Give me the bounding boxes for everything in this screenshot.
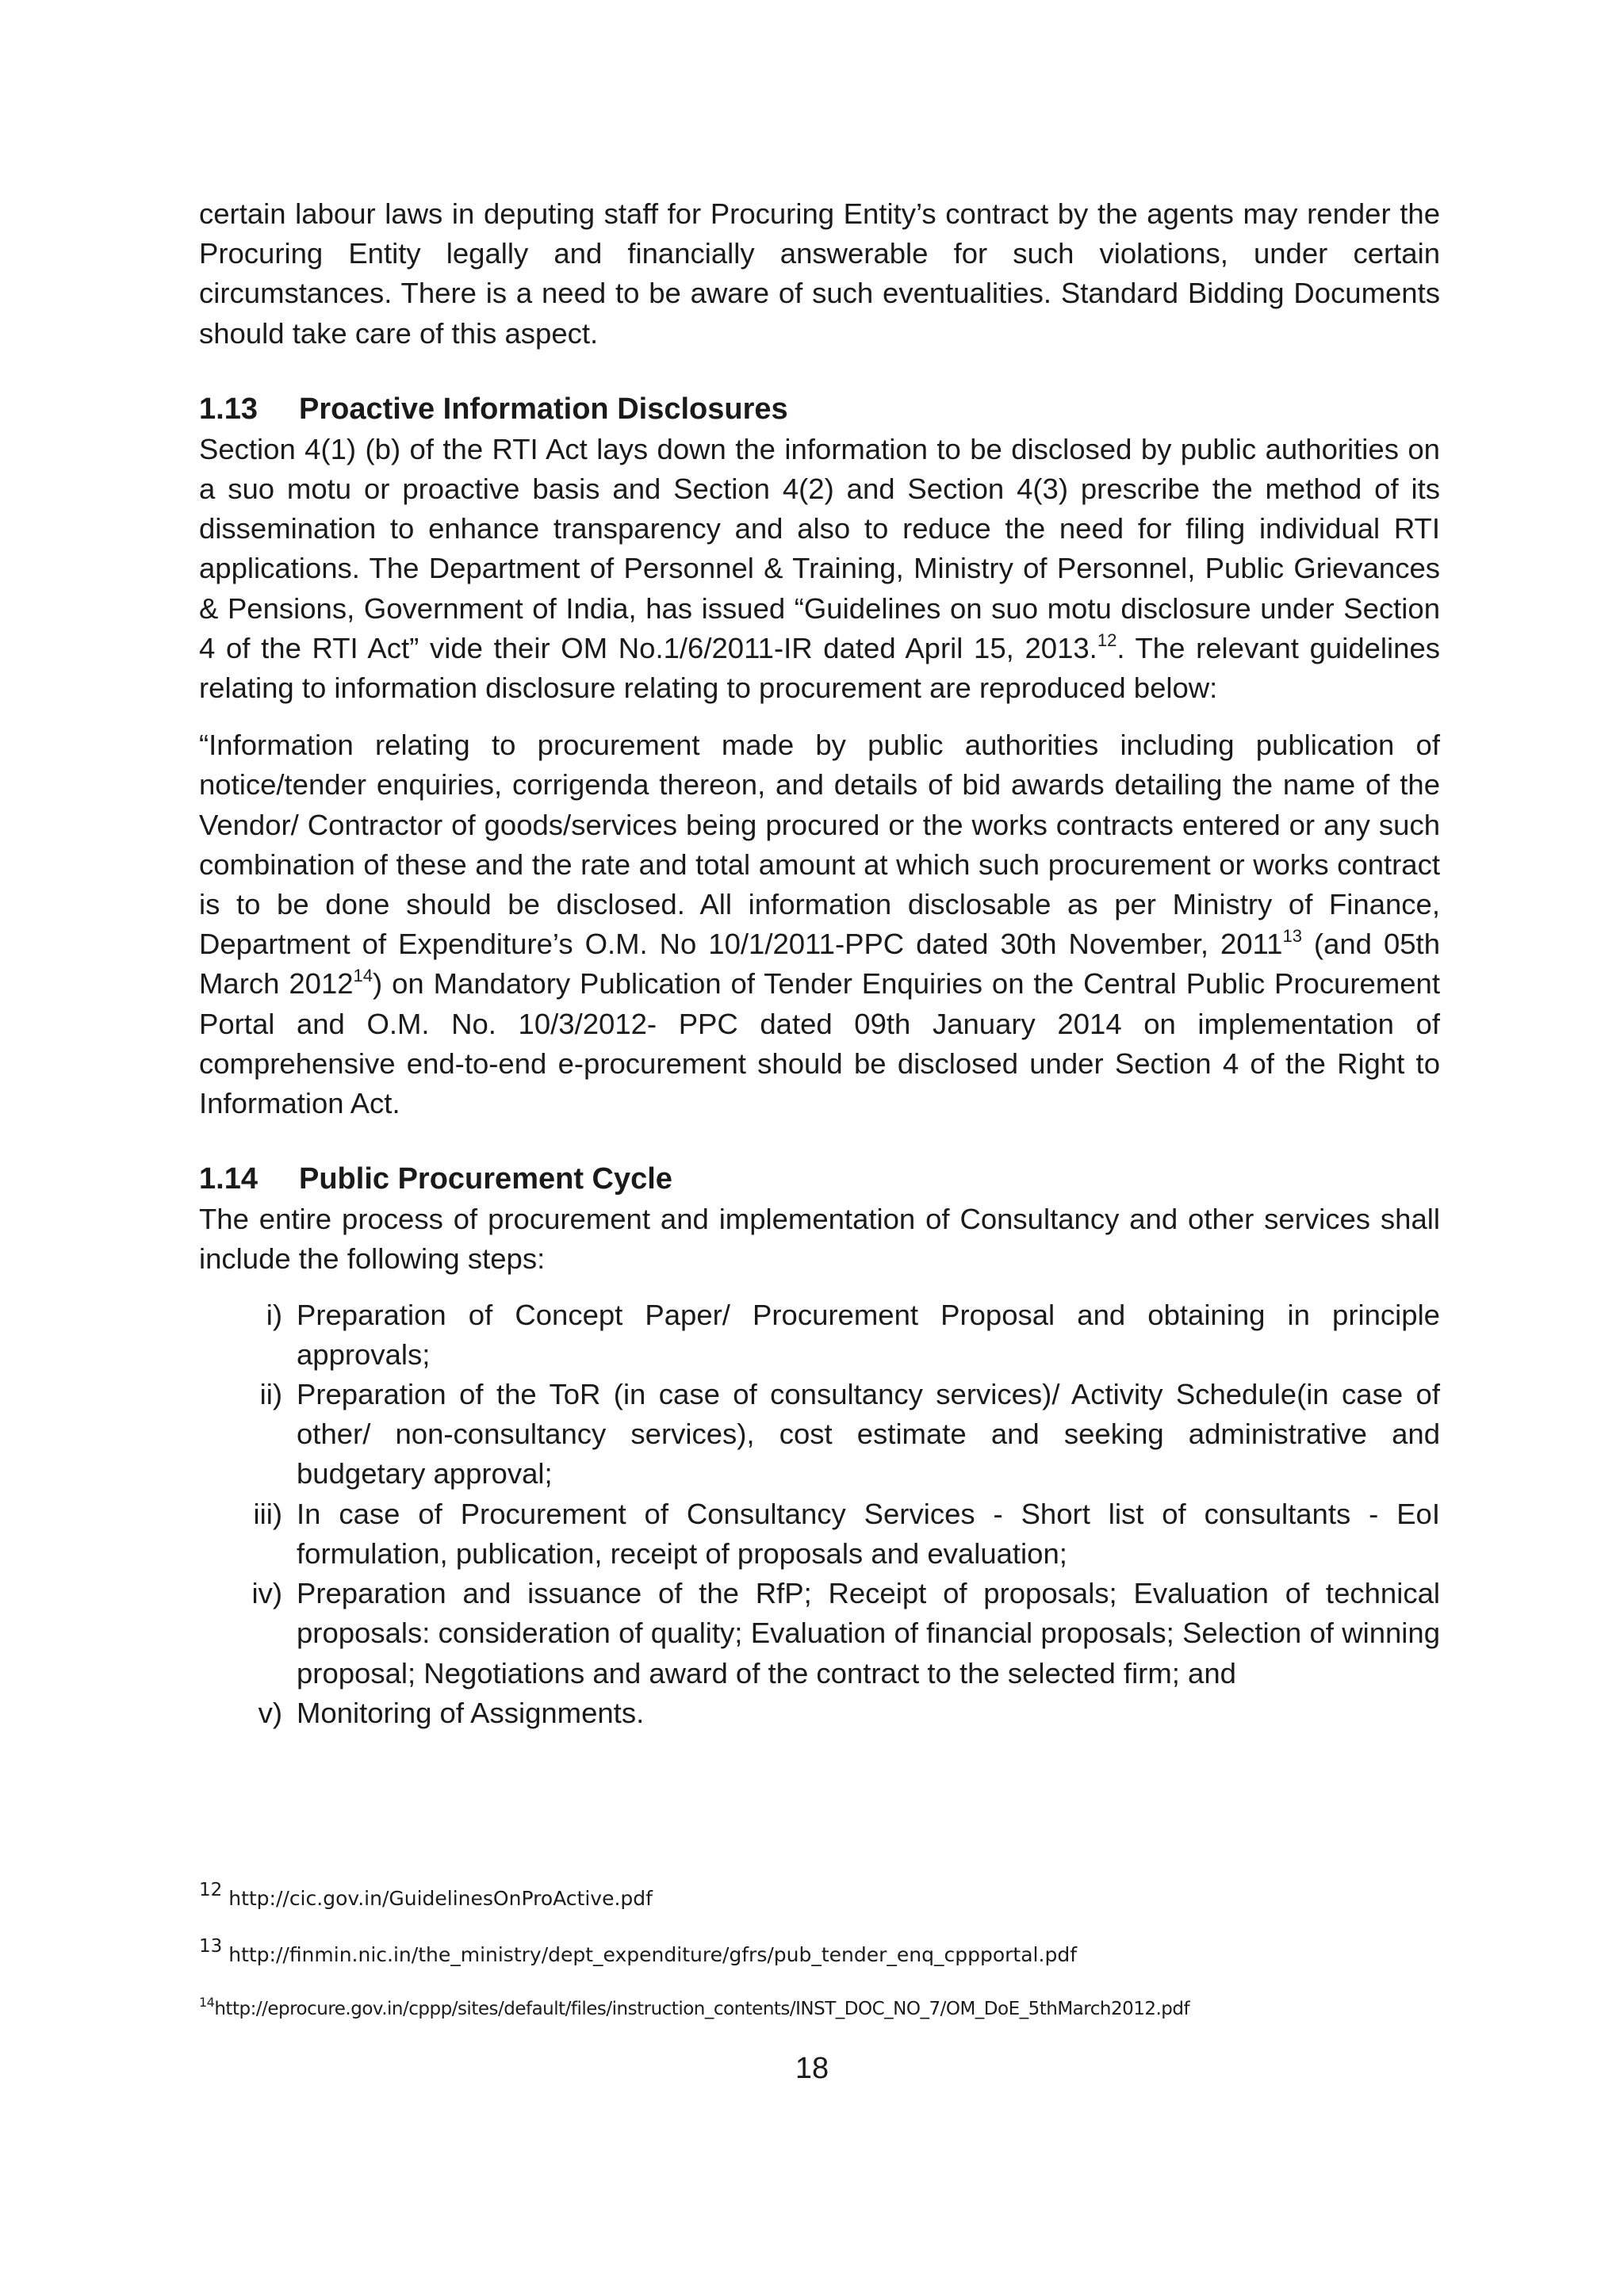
quote-text-part-1: “Information relating to procurement made by public authorities including publication of notice/tender enquiries, corrigenda thereon, and details of bid awards detailing the name of the Vendor/ Contractor of goods/services being procured or the works contracts entered or any such combination of these and the rate and total amount at which such procurement or works contract is to be done should be disclosed. All information disclosable as per Ministry of Finance, Department of Expenditure’s O.M. No 10/1/2011-PPC dated 30th November, 2011 <box>199 729 1440 961</box>
footnote-number: 14 <box>199 1995 215 2010</box>
rti-paragraph-text: Section 4(1) (b) of the RTI Act lays down the information to be disclosed by public authorities on a suo motu or proactive basis and Section 4(2) and Section 4(3) prescribe the method of its dissemination to enhance transparency and also to reduce the need for filing individual RTI applications. The Department of Personnel & Training, Ministry of Personnel, Public Grievances & Pensions, Government of India, has issued “Guidelines on suo motu disclosure under Section 4 of the RTI Act” vide their OM No.1/6/2011-IR dated April 15, 2013. <box>199 432 1440 664</box>
list-item-text: In case of Procurement of Consultancy Services - Short list of consultants - EoI formulation, publication, receipt of proposals and evaluation; <box>297 1497 1440 1570</box>
section-heading-1-14 <box>199 1158 1440 1200</box>
footnote-link[interactable]: http://cic.gov.in/GuidelinesOnProActive.pdf <box>222 1887 653 1910</box>
page-body <box>199 194 1440 1733</box>
footnote-14[interactable] <box>199 1995 1190 2019</box>
page-number: 18 <box>795 2052 829 2085</box>
section-number: 1.13 <box>199 392 258 426</box>
section-heading-1-13 <box>199 388 1440 430</box>
list-item-text: Preparation of the ToR (in case of consultancy services)/ Activity Schedule(in case of other/ non-consultancy services), cost estimate and seeking administrative and budgetary approval; <box>297 1378 1440 1490</box>
footnote-ref-14: 14 <box>353 966 373 986</box>
list-item <box>199 1295 1440 1375</box>
footnote-ref-12: 12 <box>1097 629 1117 650</box>
footnote-number: 13 <box>199 1936 223 1957</box>
list-item <box>199 1494 1440 1574</box>
procurement-steps-list <box>199 1295 1440 1733</box>
list-item <box>199 1693 1440 1733</box>
quote-text-part-2: (and 05th March 2012 <box>199 928 1440 1001</box>
list-marker: v) <box>258 1696 282 1729</box>
list-item <box>199 1375 1440 1494</box>
list-item-text: Preparation of Concept Paper/ Procurement Proposal and obtaining in principle approvals; <box>297 1298 1440 1371</box>
intro-paragraph: certain labour laws in deputing staff for Procuring Entity’s contract by the agents may render the Procuring Entity legally and financially answerable for such violations, under certain circumstances. There is a need to be aware of such eventualities. Standard Bidding Documents should take care of this aspect. <box>199 197 1440 350</box>
section-title: Proactive Information Disclosures <box>299 392 788 426</box>
list-marker: iii) <box>253 1497 282 1530</box>
section-title: Public Procurement Cycle <box>299 1162 672 1196</box>
quoted-guideline-paragraph <box>199 725 1440 1123</box>
procurement-cycle-intro: The entire process of procurement and implementation of Consultancy and other services shall include the following steps: <box>199 1203 1440 1276</box>
list-marker: i) <box>266 1298 282 1331</box>
list-item <box>199 1574 1440 1693</box>
footnote-ref-13: 13 <box>1282 926 1302 947</box>
quote-text-part-3: ) on Mandatory Publication of Tender Enquiries on the Central Public Procurement Portal and O.M. No. 10/3/2012- PPC dated 09th January 2014 on implementation of comprehensive end-to-end e-procurement should be disclosed under Section 4 of the Right to Information Act. <box>199 967 1440 1120</box>
list-item-text: Preparation and issuance of the RfP; Receipt of proposals; Evaluation of technical proposals: consideration of quality; Evaluation of financial proposals; Selection of winning proposal; Negotiations and award of the contract to the selected firm; and <box>297 1577 1440 1689</box>
section-number: 1.14 <box>199 1162 258 1196</box>
footnote-link[interactable]: http://finmin.nic.in/the_ministry/dept_expenditure/gfrs/pub_tender_enq_cppportal.pdf <box>222 1943 1077 1966</box>
list-marker: iv) <box>251 1577 282 1610</box>
footnote-13[interactable] <box>199 1936 1077 1966</box>
rti-paragraph <box>199 430 1440 708</box>
list-item-text: Monitoring of Assignments. <box>297 1696 645 1729</box>
footnote-12[interactable] <box>199 1880 653 1910</box>
footnote-link[interactable]: http://eprocure.gov.in/cppp/sites/default/files/instruction_contents/INST_DOC_NO_7/OM_DoE_5thMarch2012.pdf <box>214 1999 1190 2019</box>
rti-paragraph-tail: . The relevant guidelines relating to information disclosure relating to procurement are reproduced below: <box>199 631 1440 705</box>
footnote-number: 12 <box>199 1880 223 1900</box>
list-marker: ii) <box>259 1378 282 1411</box>
